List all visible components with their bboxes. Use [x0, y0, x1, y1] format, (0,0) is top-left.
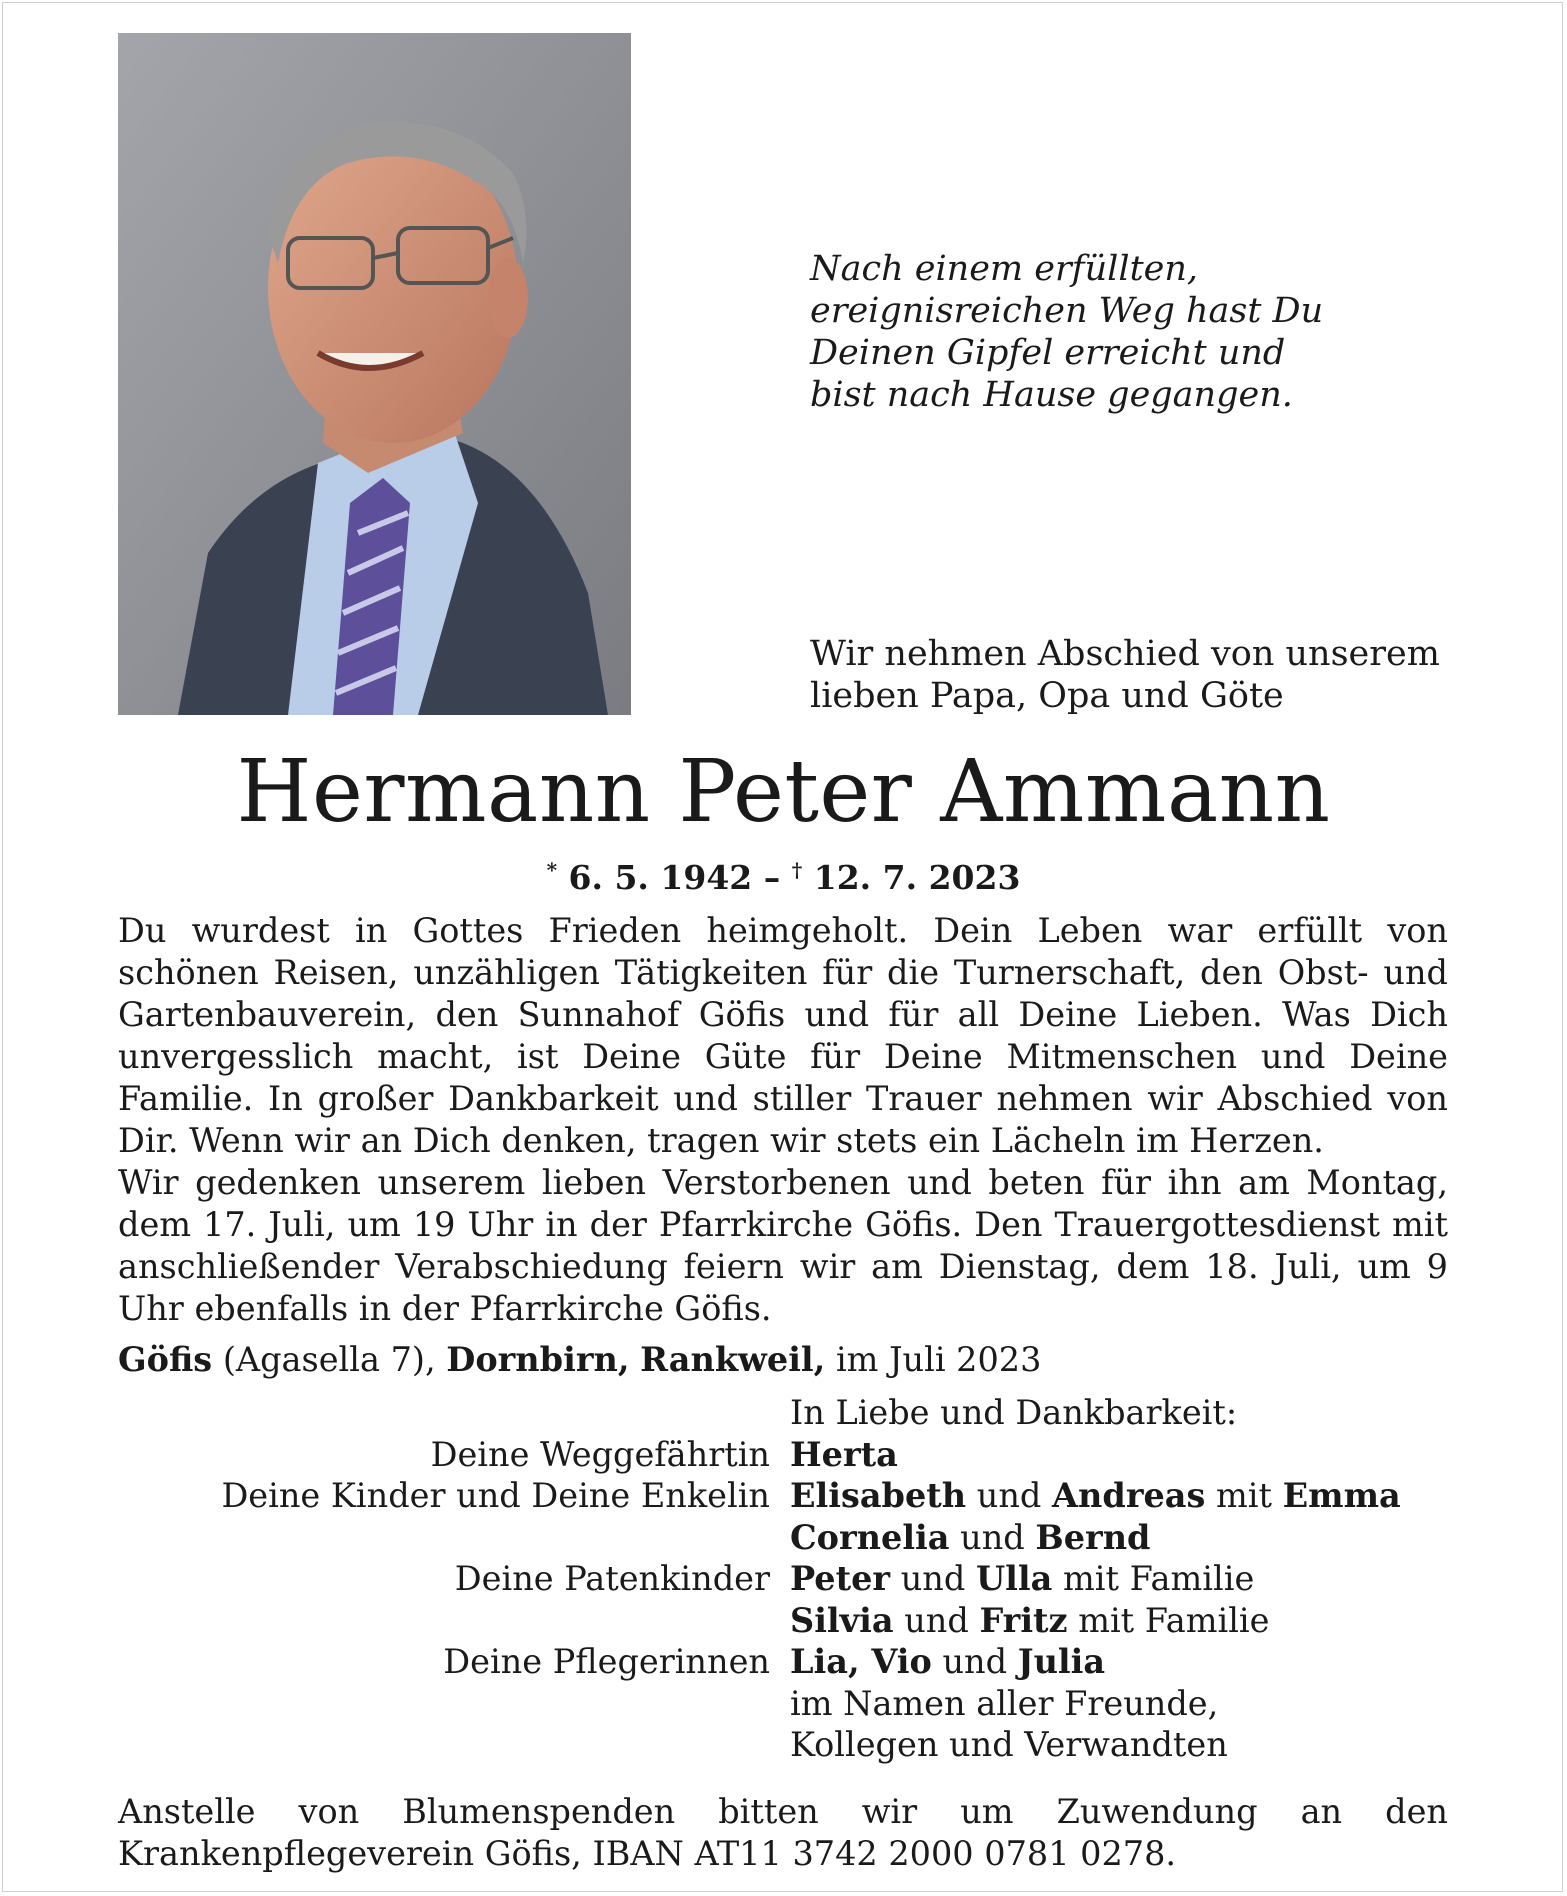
birth-symbol: * — [546, 858, 558, 882]
quote-line: Deinen Gipfel erreicht und — [810, 333, 1286, 373]
mourner-name: Silvia — [790, 1600, 894, 1640]
mourner-conjunction: mit — [1216, 1476, 1272, 1515]
obituary-paragraph: Du wurdest in Gottes Frieden heimgeholt. Dein Leben war erfüllt von schönen Reisen, unzähligen Tätigkeiten für die Turnerschaft, den Obst- und Gartenbauverein, den Sunnahof Göfis und für all Deine Lieben. Was Dich unvergesslich macht, ist Deine Güte für Deine Mitmenschen und Deine Familie. In großer Dankbarkeit und stiller Trauer nehmen wir Abschied von Dir. Wenn wir an Dich denken, tragen wir stets ein Lächeln im Herzen. — [118, 911, 1448, 1160]
place-rankweil: Rankweil, — [640, 1340, 826, 1379]
mourner-name: Bernd — [1035, 1517, 1151, 1557]
mourner-row — [118, 1600, 1448, 1642]
farewell-line: lieben Papa, Opa und Göte — [810, 676, 1284, 716]
mourner-row — [118, 1558, 1448, 1600]
date-separator: – — [763, 858, 781, 897]
death-symbol: † — [791, 858, 803, 882]
quote-verse — [810, 248, 1370, 416]
mourner-closing: Kollegen und Verwandten — [790, 1725, 1228, 1764]
mourner-row — [118, 1475, 1448, 1517]
quote-line: ereignisreichen Weg hast Du — [810, 291, 1324, 331]
mourner-suffix: mit Familie — [1063, 1559, 1255, 1598]
locations-line — [118, 1339, 1448, 1381]
portrait-icon — [118, 33, 631, 715]
deceased-name: Hermann Peter Ammann — [236, 742, 1331, 842]
mourner-name: Ulla — [975, 1559, 1053, 1598]
donation-note: Anstelle von Blumenspenden bitten wir um Zuwendung an den Krankenpflegeverein Göfis, IBAN AT11 3742 2000 0781 0278. — [118, 1792, 1448, 1873]
place-dornbirn: Dornbirn, — [446, 1340, 630, 1379]
mourners-intro-row — [118, 1392, 1448, 1434]
place-date: im Juli 2023 — [835, 1340, 1042, 1379]
mourner-name: Andreas — [1052, 1476, 1206, 1515]
mourner-name: Lia, Vio — [790, 1642, 932, 1681]
mourners-intro: In Liebe und Dankbarkeit: — [790, 1393, 1238, 1432]
mourner-row — [118, 1641, 1448, 1683]
place-goefis: Göfis — [118, 1340, 213, 1379]
mourner-conjunction: und — [904, 1600, 969, 1640]
mourner-name: Fritz — [979, 1600, 1068, 1640]
mourner-label: Deine Kinder und Deine Enkelin — [221, 1476, 770, 1515]
quote-line: Nach einem erfüllten, — [810, 249, 1199, 289]
mourner-row — [118, 1683, 1448, 1725]
mourner-conjunction: und — [976, 1476, 1042, 1515]
mourner-conjunction: und — [942, 1642, 1008, 1681]
life-dates — [0, 850, 1567, 898]
mourner-row — [118, 1517, 1448, 1559]
farewell-line: Wir nehmen Abschied von unserem — [810, 634, 1440, 674]
mourner-name: Elisabeth — [790, 1476, 967, 1515]
farewell-intro — [810, 633, 1470, 717]
mourner-conjunction: und — [900, 1559, 966, 1598]
mourner-name: Emma — [1282, 1476, 1401, 1515]
mourner-name: Cornelia — [790, 1517, 950, 1557]
mourner-row — [118, 1724, 1448, 1766]
quote-line: bist nach Hause gegangen. — [810, 375, 1293, 415]
portrait-photo — [118, 33, 631, 715]
obituary-text — [118, 910, 1448, 1330]
mourner-closing: im Namen aller Freunde, — [790, 1683, 1219, 1723]
birth-date: 6. 5. 1942 — [568, 858, 753, 897]
mourner-row — [118, 1434, 1448, 1476]
mourner-name: Peter — [790, 1559, 891, 1598]
mourner-label: Deine Weggefährtin — [430, 1434, 770, 1474]
place-address: (Agasella 7), — [222, 1340, 436, 1379]
mourner-label: Deine Patenkinder — [454, 1559, 770, 1598]
mourner-suffix: mit Familie — [1078, 1600, 1270, 1640]
service-paragraph: Wir gedenken unserem lieben Verstorbenen und beten für ihn am Montag, dem 17. Juli, um 19 Uhr in der Pfarrkirche Göfis. Den Trauergottesdienst mit anschließender Verabschiedung feiern wir am Dienstag, dem 18. Juli, um 9 Uhr ebenfalls in der Pfarrkirche Göfis. — [118, 1163, 1448, 1328]
death-date: 12. 7. 2023 — [813, 858, 1021, 897]
mourner-label: Deine Pflegerinnen — [443, 1642, 770, 1681]
mourner-name: Herta — [790, 1434, 898, 1474]
mourners-list — [118, 1392, 1448, 1766]
mourner-name: Julia — [1017, 1642, 1106, 1681]
mourner-conjunction: und — [960, 1517, 1025, 1557]
